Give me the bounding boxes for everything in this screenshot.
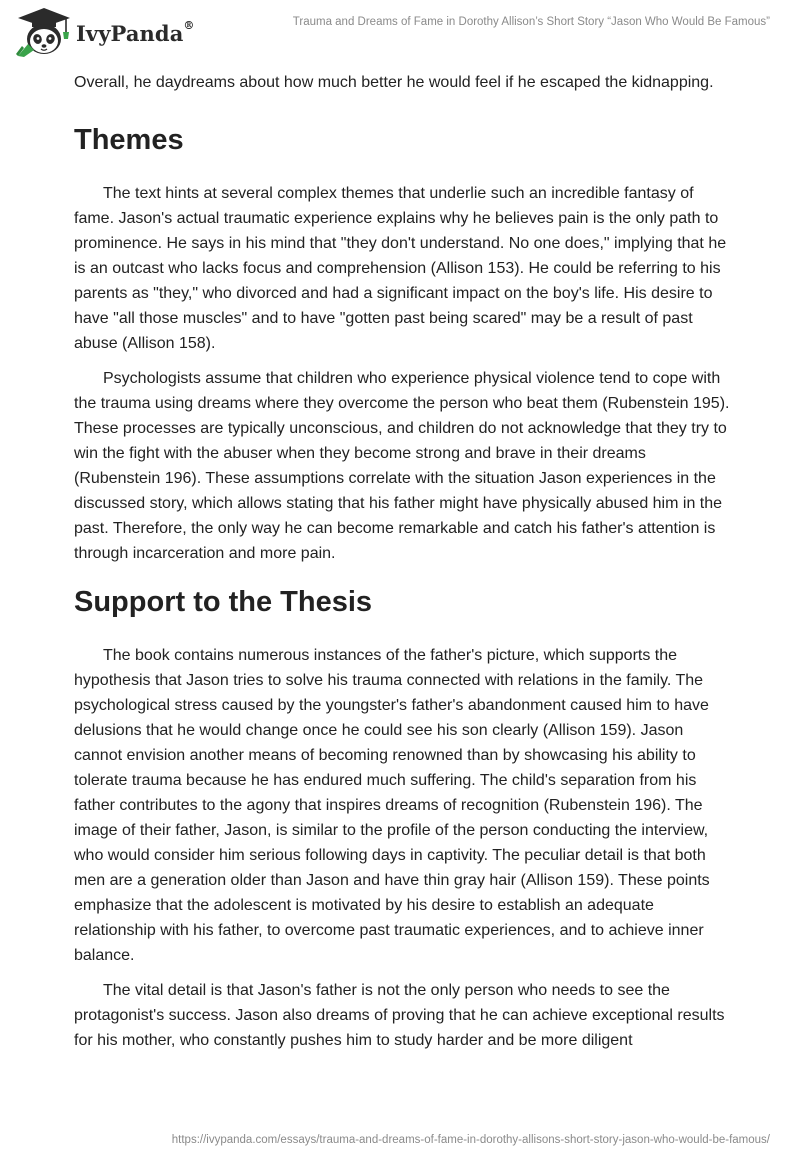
source-url[interactable]: https://ivypanda.com/essays/trauma-and-dreams-of-fame-in-dorothy-allisons-short-story-jason-who-would-be-famous/ bbox=[171, 1134, 770, 1146]
brand-logo[interactable] bbox=[14, 6, 195, 58]
panda-graduate-icon bbox=[14, 6, 74, 58]
brand-name: IvyPanda® bbox=[76, 18, 195, 46]
section-heading-themes: Themes bbox=[74, 124, 184, 156]
themes-paragraph-1: The text hints at several complex themes that underlie such an incredible fantasy of fame. Jason's actual traumatic experience explains why he believes pain is the only path to prominence. He says in his mind that "they don't understand. No one does," implying that he is an outcast who lacks focus and comprehension (Allison 153). He could be referring to his parents as "they," who divorced and had a significant impact on the boy's life. His desire to have "all those muscles" and to have "gotten past being scared" may be a result of past abuse (Allison 158). bbox=[74, 185, 727, 352]
support-paragraph-2: The vital detail is that Jason's father is not the only person who needs to see the protagonist's success. Jason also dreams of proving that he can achieve exceptional results for his mother, who constantly pushes him to study harder and be more diligent bbox=[74, 982, 725, 1049]
themes-paragraph-2: Psychologists assume that children who experience physical violence tend to cope with the trauma using dreams where they overcome the person who beat them (Rubenstein 195). These processes are typically unconscious, and children do not acknowledge that they try to win the fight with the abuser when they become strong and brave in their dreams (Rubenstein 196). These assumptions correlate with the situation Jason experiences in the discussed story, which allows stating that his father might have physically abused him in the past. Therefore, the only way he can become remarkable and catch his father's attention is through incarceration and more pain. bbox=[74, 370, 730, 562]
page-header bbox=[0, 0, 800, 60]
section-heading-support-to-thesis: Support to the Thesis bbox=[74, 586, 373, 618]
essay-body bbox=[74, 70, 734, 1053]
document-title: Trauma and Dreams of Fame in Dorothy Allison’s Short Story “Jason Who Would Be Famous” bbox=[292, 16, 770, 28]
support-paragraph-1: The book contains numerous instances of the father's picture, which supports the hypothesis that Jason tries to solve his trauma connected with relations in the family. The psychological stress caused by the youngster's father's abandonment caused him to have delusions that he would change once he could see his son clearly (Allison 159). Jason cannot envision another means of becoming renowned than by showcasing his ability to tolerate trauma because he has endured much suffering. The child's separation from his father contributes to the agony that inspires dreams of recognition (Rubenstein 196). The image of their father, Jason, is similar to the profile of the person conducting the interview, who would consider him serious following days in captivity. The peculiar detail is that both men are a generation older than Jason and have thin gray hair (Allison 159). These points emphasize that the adolescent is motivated by his desire to establish an adequate relationship with his father, to overcome past traumatic experiences, and to achieve inner balance. bbox=[74, 647, 710, 964]
intro-paragraph: Overall, he daydreams about how much better he would feel if he escaped the kidnapping. bbox=[74, 74, 714, 91]
